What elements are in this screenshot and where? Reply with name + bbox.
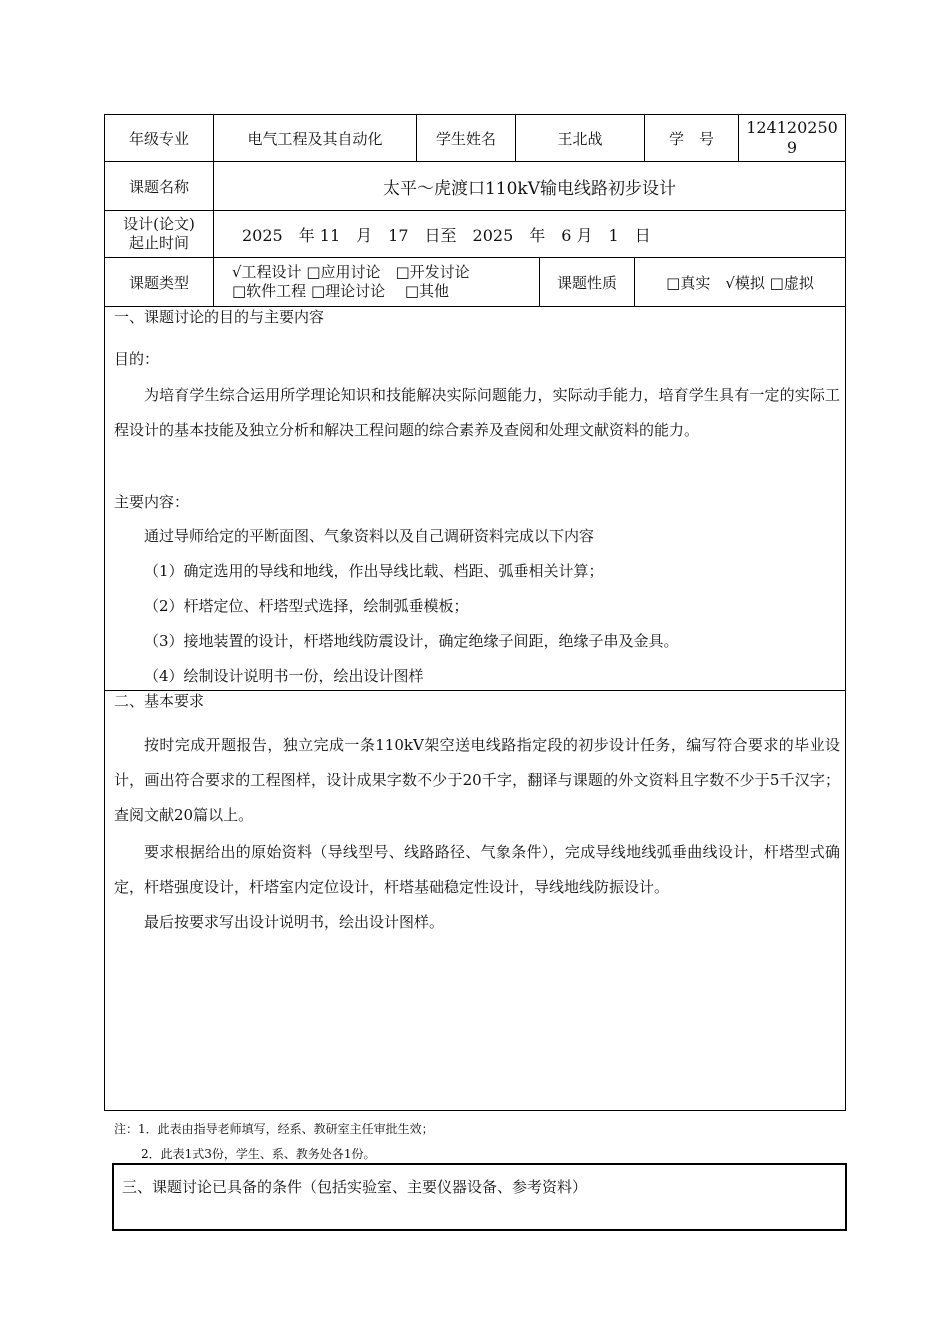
content-label: 主要内容： [114,493,190,511]
section1-title: 一、课题讨论的目的与主要内容 [114,308,325,326]
period-value: 2025 年 11 月 17 日至 2025 年 6 月 1 日 [213,210,846,258]
content-item: （2）杆塔定位、杆塔型式选择，绘制弧垂模板； [144,597,469,615]
purpose-text: 为培育学生综合运用所学理论知识和技能解决实际问题能力，实际动手能力，培育学生具有一定的实际工程设计的基本技能及独立分析和解决工程问题的综合素养及查阅和处理文献资料的能力。 [114,386,840,439]
student-id-line1: 124120250 [746,118,838,137]
section2-title: 二、基本要求 [114,692,205,710]
period-label-line1: 设计(论文) [123,215,195,233]
type-options-line2: □软件工程 □理论讨论 □其他 [232,282,450,300]
content-intro: 通过导师给定的平断面图、气象资料以及自己调研资料完成以下内容 [144,527,595,545]
type-label: 课题类型 [104,257,214,307]
nature-options: □真实 √模拟 □虚拟 [634,257,846,307]
grade-label: 年级专业 [104,114,214,162]
topic-value: 太平～虎渡口110kV输电线路初步设计 [213,161,846,211]
nature-label: 课题性质 [539,257,635,307]
purpose-label: 目的： [114,350,160,368]
student-id-value [738,114,846,162]
type-options-line1: √工程设计 □应用讨论 □开发讨论 [232,263,470,281]
period-label-line2: 起止时间 [128,234,189,252]
topic-label: 课题名称 [104,161,214,211]
content-item: （3）接地装置的设计，杆塔地线防震设计，确定绝缘子间距，绝缘子串及金具。 [144,632,679,650]
note-line1: 注：1．此表由指导老师填写，经系、教研室主任审批生效； [114,1122,434,1136]
student-id-label: 学 号 [644,114,739,162]
name-value: 王北战 [515,114,645,162]
note-line2: 2．此表1式3份，学生、系、教务处各1份。 [141,1147,376,1161]
period-label [104,210,214,258]
grade-value: 电气工程及其自动化 [213,114,417,162]
name-label: 学生姓名 [416,114,516,162]
content-item: （4）绘制设计说明书一份，绘出设计图样 [144,667,424,685]
student-id-line2: 9 [786,138,798,157]
requirements-para2: 要求根据给出的原始资料（导线型号、线路路径、气象条件），完成导线地线弧垂曲线设计，杆塔型式确定，杆塔强度设计，杆塔室内定位设计，杆塔基础稳定性设计，导线地线防振设计。 [114,843,840,896]
content-item: （1）确定选用的导线和地线，作出导线比载、档距、弧垂相关计算； [144,562,604,580]
requirements-para1: 按时完成开题报告，独立完成一条110kV架空送电线路指定段的初步设计任务，编写符合要求的毕业设计，画出符合要求的工程图样，设计成果字数不少于20千字，翻译与课题的外文资料且字数不少于5千汉字；查阅文献20篇以上。 [114,736,840,824]
section3-title: 三、课题讨论已具备的条件（包括实验室、主要仪器设备、参考资料） [122,1178,588,1196]
requirements-para3: 最后按要求写出设计说明书，绘出设计图样。 [144,913,445,931]
